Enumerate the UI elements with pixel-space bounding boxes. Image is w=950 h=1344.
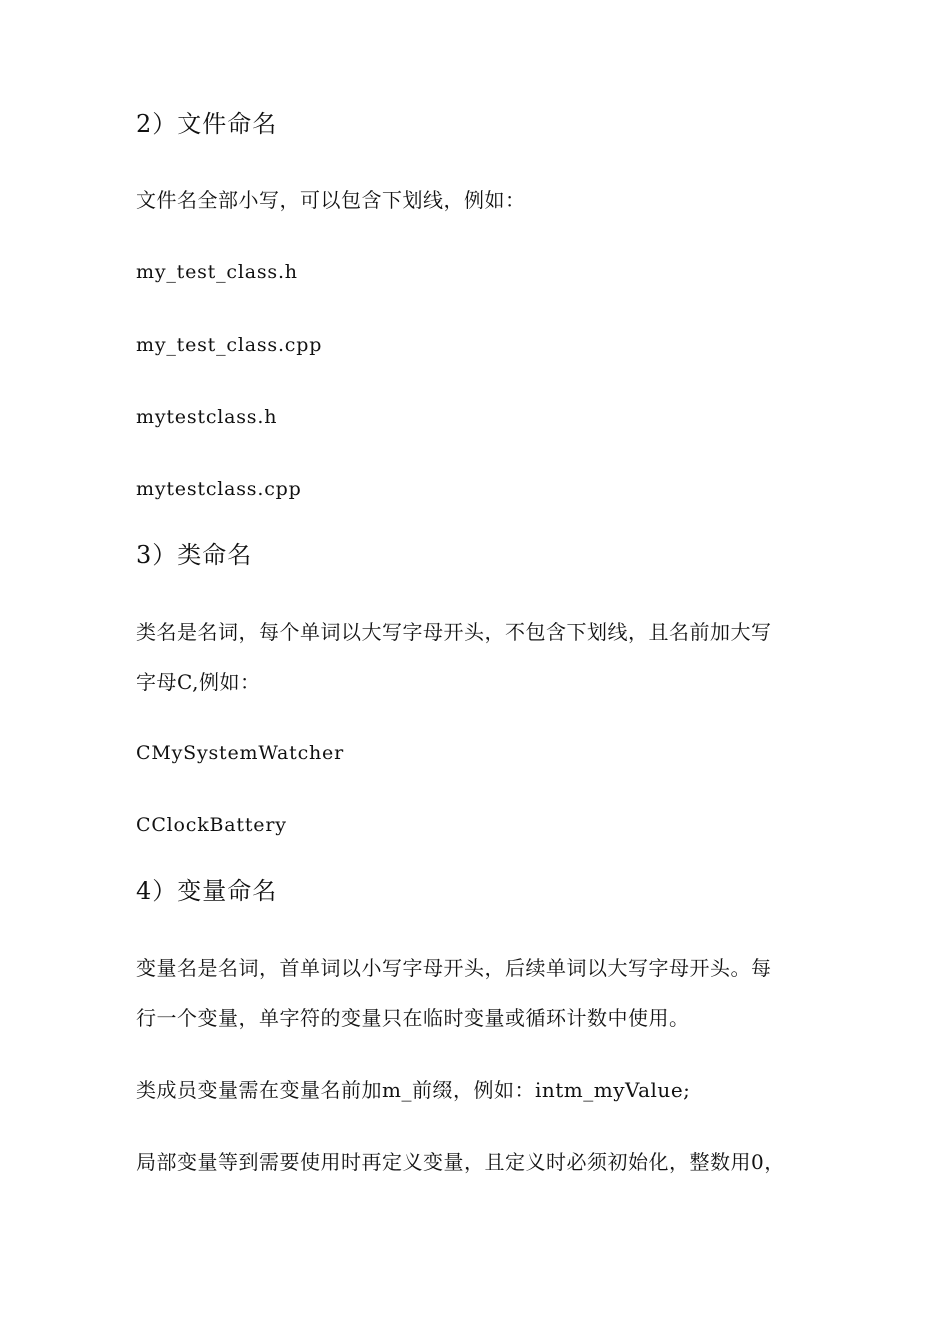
section-heading-class-naming: 3）类命名 xyxy=(136,541,253,569)
class-example-1: CMySystemWatcher xyxy=(136,742,344,764)
variable-naming-paragraph3: 局部变量等到需要使用时再定义变量，且定义时必须初始化，整数用0， xyxy=(136,1150,785,1174)
file-naming-description: 文件名全部小写，可以包含下划线，例如： xyxy=(136,188,526,212)
class-naming-description-line1: 类名是名词，每个单词以大写字母开头，不包含下划线，且名前加大写 xyxy=(136,620,772,644)
variable-naming-paragraph2: 类成员变量需在变量名前加m_前缀，例如：intm_myValue; xyxy=(136,1078,691,1102)
section-heading-variable-naming: 4）变量命名 xyxy=(136,877,278,905)
variable-naming-paragraph1-line2: 行一个变量，单字符的变量只在临时变量或循环计数中使用。 xyxy=(136,1006,690,1030)
variable-naming-paragraph1-line1: 变量名是名词，首单词以小写字母开头，后续单词以大写字母开头。每 xyxy=(136,956,772,980)
file-example-3: mytestclass.h xyxy=(136,406,278,428)
section-heading-file-naming: 2）文件命名 xyxy=(136,110,278,138)
file-example-2: my_test_class.cpp xyxy=(136,334,323,356)
class-example-2: CClockBattery xyxy=(136,814,287,836)
file-example-4: mytestclass.cpp xyxy=(136,478,302,500)
file-example-1: my_test_class.h xyxy=(136,261,298,283)
class-naming-description-line2: 字母C,例如： xyxy=(136,670,261,694)
